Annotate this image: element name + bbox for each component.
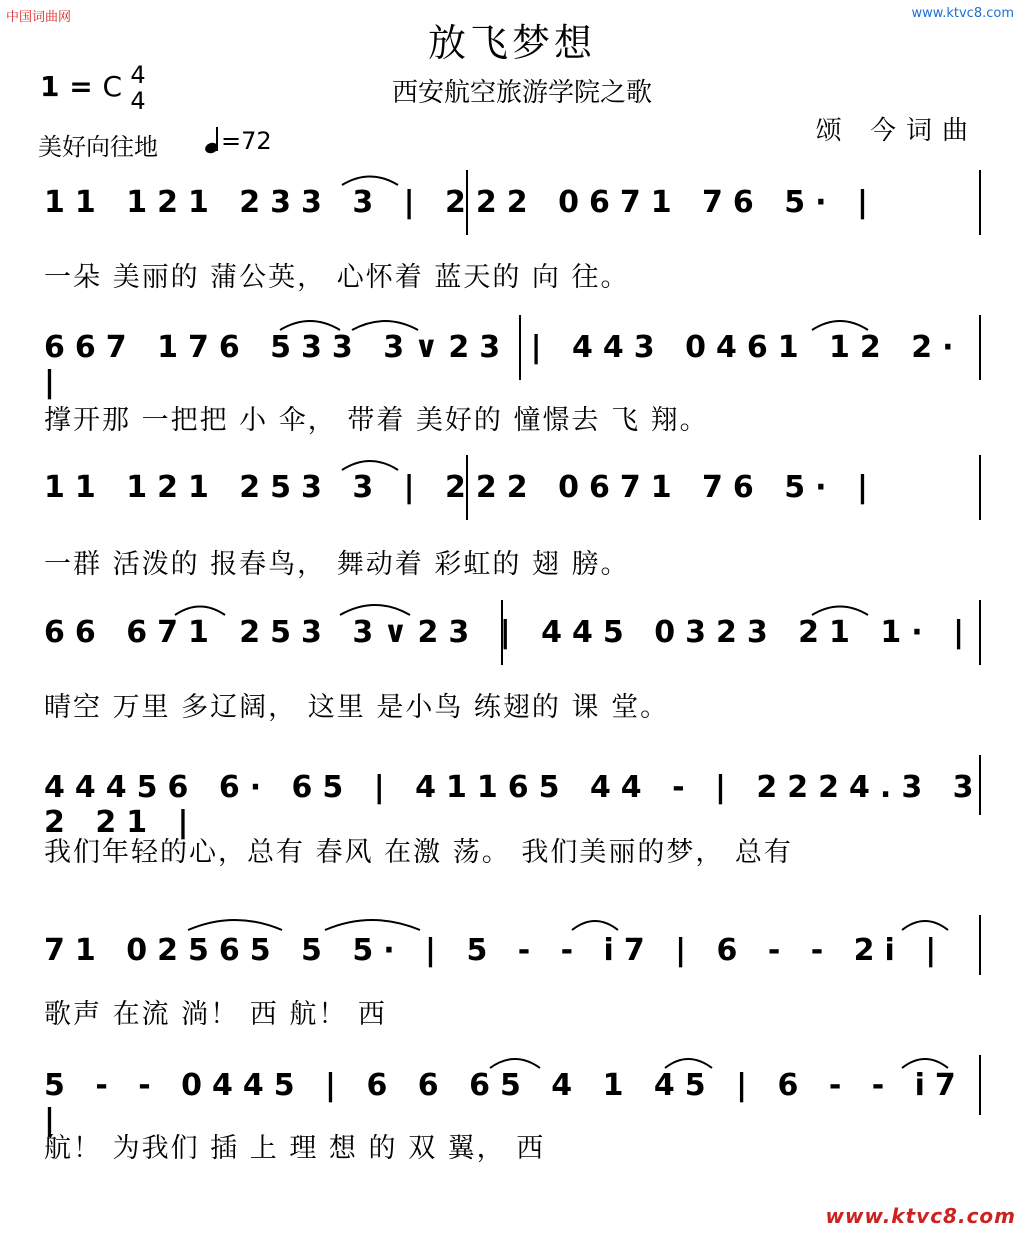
footer-watermark[interactable]: www.ktvc8.com bbox=[825, 1204, 1016, 1228]
slur bbox=[812, 321, 868, 330]
slur bbox=[665, 1059, 712, 1068]
slur bbox=[188, 920, 282, 930]
slur bbox=[340, 605, 410, 615]
expression-mark: 美好向往地 bbox=[38, 133, 158, 161]
slur bbox=[490, 1059, 540, 1068]
score-line-5-notes: 44456 6· 65 | 41165 44 - | 2224.3 3 2 21 | bbox=[44, 770, 984, 840]
tempo-value: =72 bbox=[221, 127, 272, 155]
slur bbox=[572, 921, 618, 930]
score-line-1-lyrics: 一朵 美丽的 蒲公英， 心怀着 蓝天的 向 往。 bbox=[44, 262, 630, 293]
song-subtitle: 西安航空旅游学院之歌 bbox=[391, 78, 652, 108]
score-line-1-notes: 11 121 233 3 | 222 0671 76 5· | bbox=[44, 185, 878, 220]
slur bbox=[175, 607, 225, 616]
slur bbox=[352, 321, 418, 330]
score-line-4-notes: 66 671 253 3∨23 | 445 0323 21 1· | bbox=[44, 615, 975, 650]
score-line-2-lyrics: 撑开那 一把把 小 伞， 带着 美好的 憧憬去 飞 翔。 bbox=[44, 405, 709, 436]
slur bbox=[902, 921, 948, 930]
song-title: 放飞梦想 bbox=[427, 21, 596, 65]
score-line-3-lyrics: 一群 活泼的 报春鸟， 舞动着 彩虹的 翅 膀。 bbox=[44, 549, 630, 580]
slur bbox=[325, 920, 420, 930]
score-line-7-notes: 5 - - 0445 | 6 6 65 4 1 45 | 6 - - i7 | bbox=[44, 1068, 966, 1138]
score-line-6-notes: 71 02565 5 5· | 5 - - i7 | 6 - - 2i | bbox=[44, 933, 947, 968]
slur bbox=[280, 321, 340, 330]
score-line-5-lyrics: 我们年轻的心，总有 春风 在激 荡。 我们美丽的梦， 总有 bbox=[44, 837, 793, 868]
time-signature-bottom: 4 bbox=[130, 87, 146, 115]
slur bbox=[342, 461, 398, 470]
score-line-7-lyrics: 航！ 为我们 插 上 理 想 的 双 翼， 西 bbox=[44, 1133, 546, 1164]
key-prefix: 1 = bbox=[40, 70, 93, 103]
slur bbox=[902, 1059, 948, 1068]
score-line-6-lyrics: 歌声 在流 淌！ 西 航！ 西 bbox=[44, 999, 387, 1030]
key-note: C bbox=[102, 70, 123, 103]
score-line-3-notes: 11 121 253 3 | 222 0671 76 5· | bbox=[44, 470, 878, 505]
time-signature-top: 4 bbox=[130, 61, 146, 89]
watermark-left: 中国词曲网 bbox=[6, 10, 72, 25]
watermark-right[interactable]: www.ktvc8.com bbox=[911, 6, 1014, 21]
score-line-2-notes: 667 176 533 3∨23 | 443 0461 12 2· | bbox=[44, 330, 964, 400]
slur bbox=[342, 177, 398, 186]
score-line-4-lyrics: 晴空 万里 多辽阔， 这里 是小鸟 练翅的 课 堂。 bbox=[44, 692, 670, 723]
slur bbox=[812, 607, 868, 616]
composer-credit: 颂 今词曲 bbox=[815, 116, 978, 146]
